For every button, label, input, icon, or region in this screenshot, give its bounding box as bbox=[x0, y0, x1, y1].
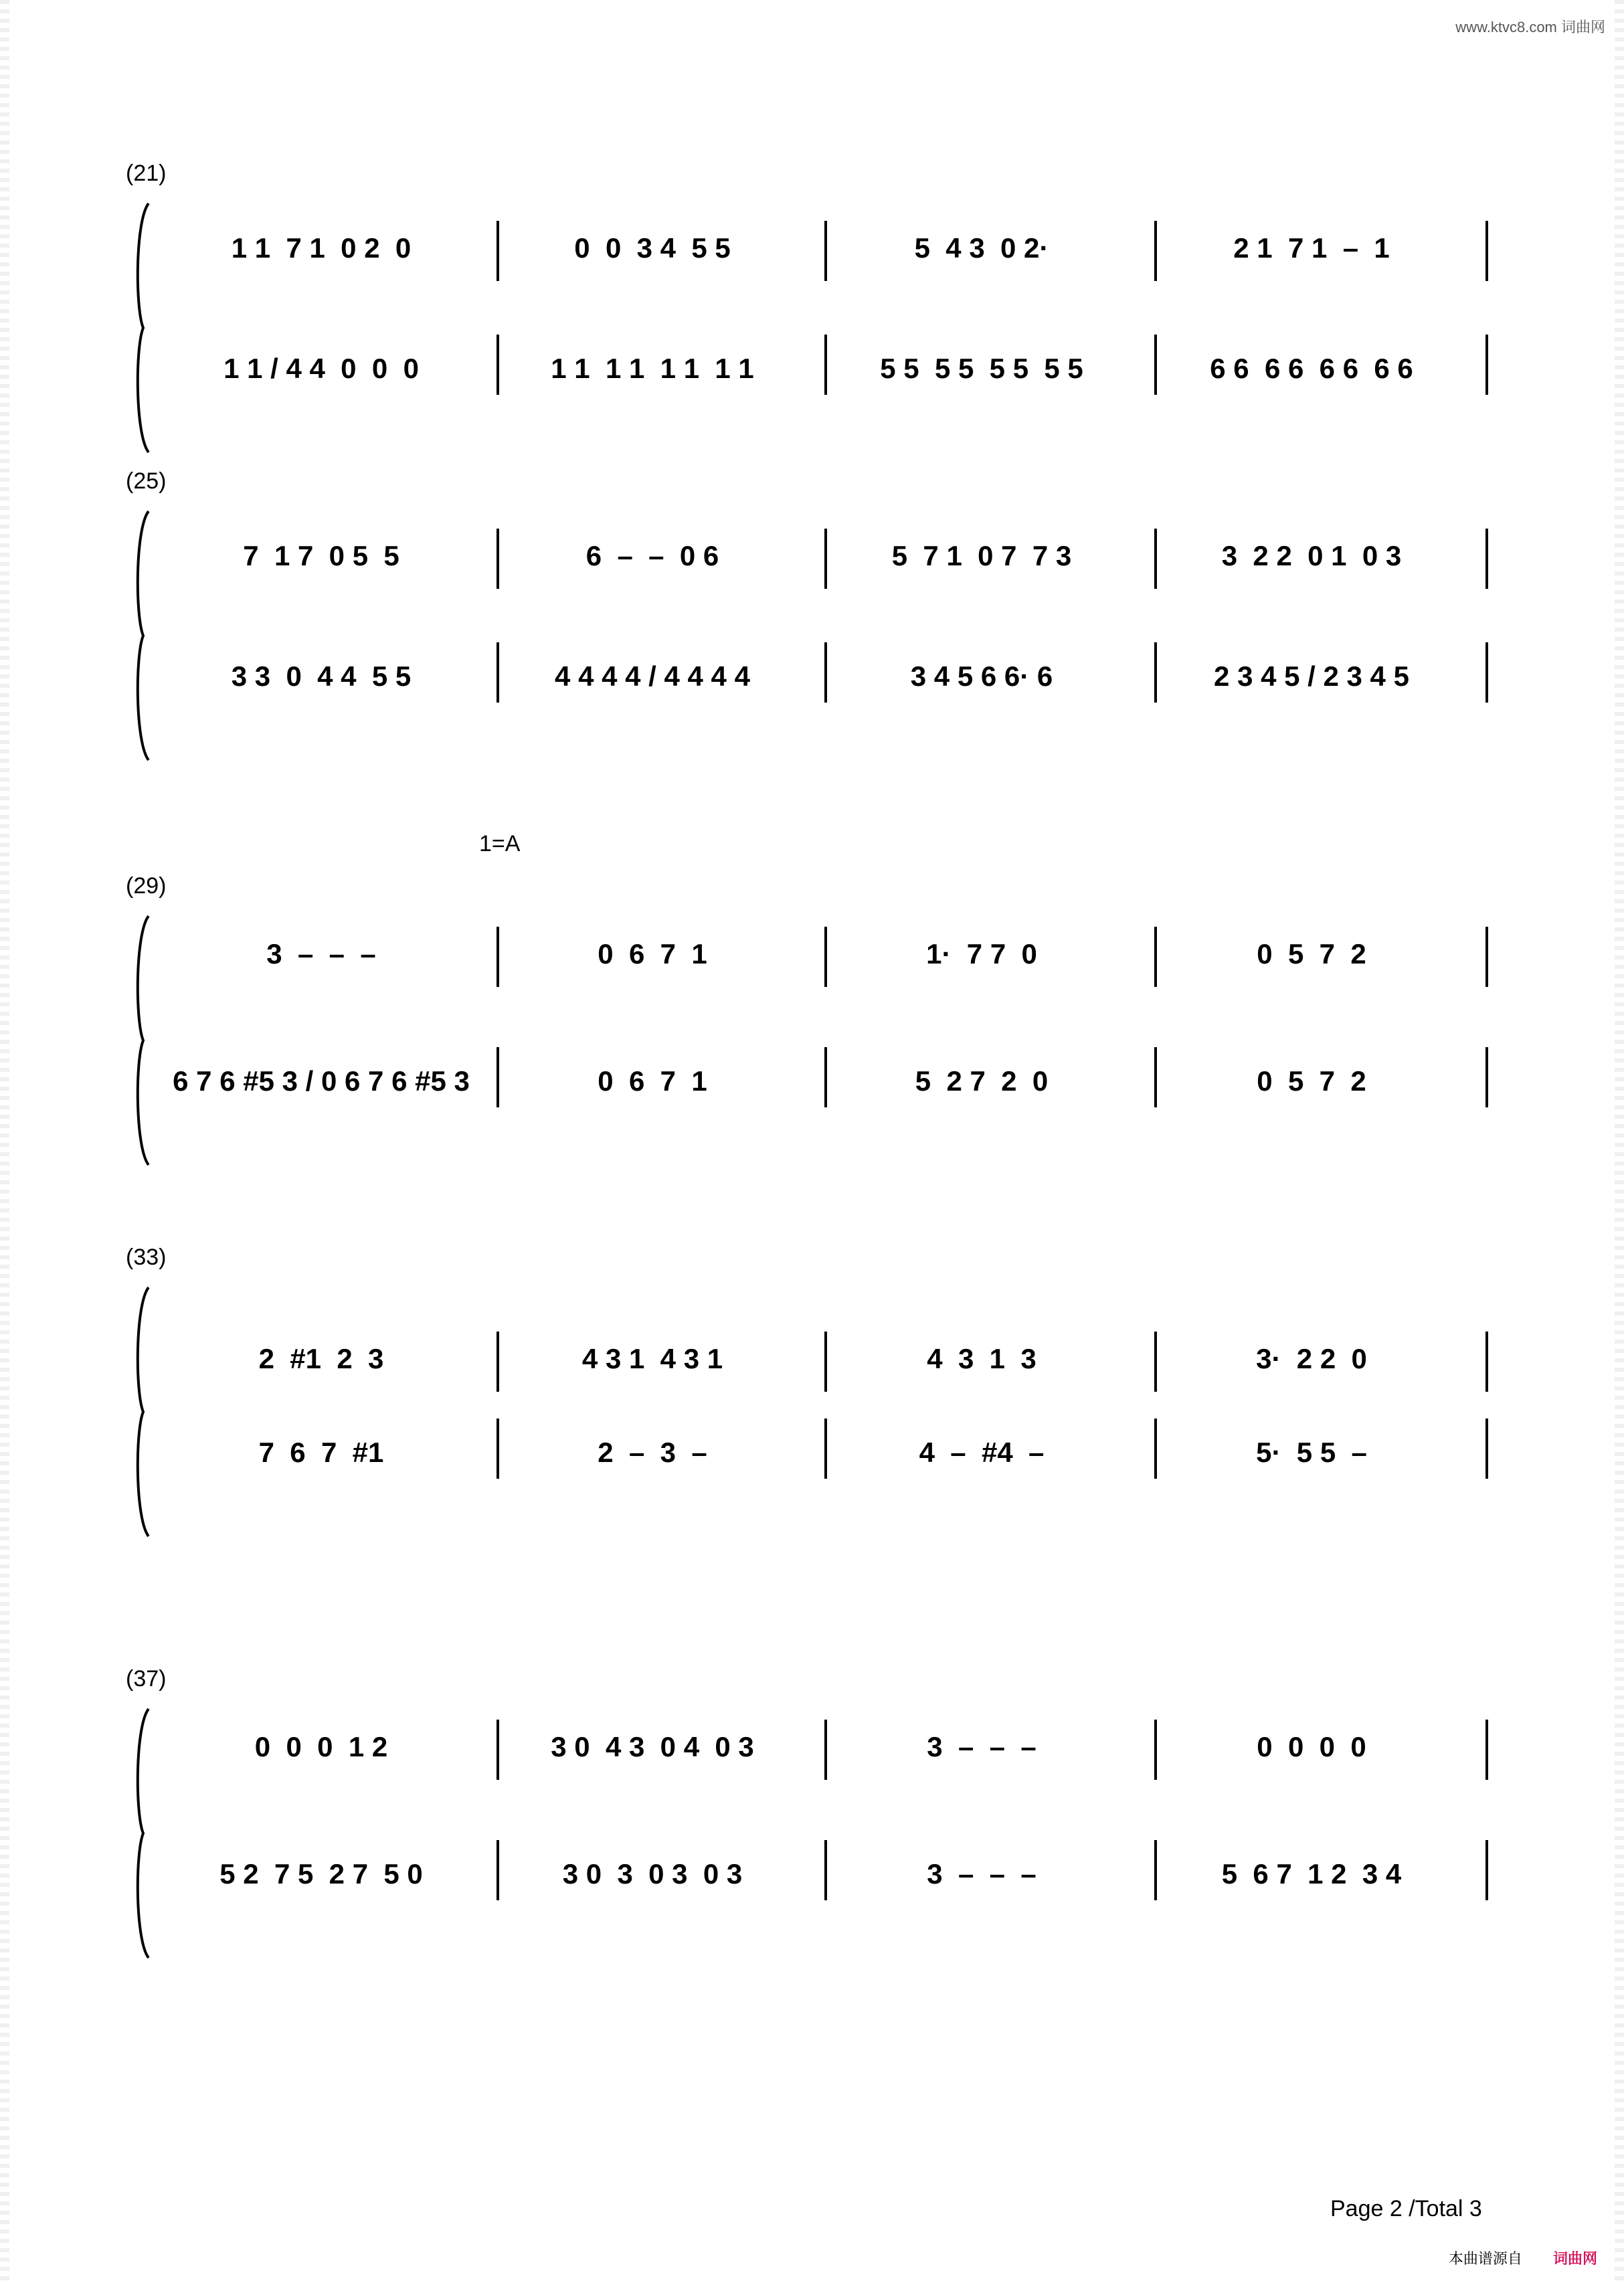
bar-line bbox=[497, 529, 499, 589]
bar-line bbox=[824, 1840, 827, 1900]
bar-line bbox=[1485, 1419, 1488, 1479]
bar-line bbox=[1154, 927, 1157, 987]
bar-line bbox=[824, 1047, 827, 1107]
bottom-staff-measure: 7 6 7 #1 bbox=[258, 1437, 384, 1468]
bottom-staff-measure: 4 – #4 – bbox=[919, 1437, 1045, 1468]
bar-line bbox=[1485, 1720, 1488, 1780]
bar-line bbox=[824, 1419, 827, 1479]
measure-number: (37) bbox=[126, 1666, 167, 1692]
bar-line bbox=[1154, 1419, 1157, 1479]
top-staff-measure: 2 #1 2 3 bbox=[258, 1343, 384, 1374]
bar-line bbox=[497, 1419, 499, 1479]
bar-line bbox=[497, 642, 499, 703]
bar-line bbox=[824, 1332, 827, 1392]
system-brace bbox=[131, 913, 150, 1168]
bottom-staff-measure: 0 5 7 2 bbox=[1257, 1065, 1366, 1097]
bar-line bbox=[497, 335, 499, 395]
system-brace bbox=[131, 201, 150, 455]
measure-number: (25) bbox=[126, 468, 167, 494]
top-staff-measure: 1 1 7 1 0 2 0 bbox=[231, 232, 412, 264]
top-staff-measure: 0 5 7 2 bbox=[1257, 938, 1366, 970]
system-brace bbox=[131, 1706, 150, 1960]
bottom-staff-measure: 6 6 6 6 6 6 6 6 bbox=[1210, 353, 1413, 384]
system-brace bbox=[131, 509, 150, 763]
bottom-staff-measure: 2 – 3 – bbox=[598, 1437, 707, 1468]
bar-line bbox=[1154, 642, 1157, 703]
top-staff-measure: 2 1 7 1 – 1 bbox=[1233, 232, 1390, 264]
footer-watermark bbox=[1449, 2248, 1597, 2268]
top-staff-measure: 3 – – – bbox=[266, 938, 376, 970]
bar-line bbox=[1154, 221, 1157, 281]
bar-line bbox=[824, 1720, 827, 1780]
bottom-staff-measure: 1 1 / 4 4 0 0 0 bbox=[223, 353, 419, 384]
measure-number: (21) bbox=[126, 161, 167, 186]
bottom-staff-measure: 1 1 1 1 1 1 1 1 bbox=[551, 353, 754, 384]
measure-number: (33) bbox=[126, 1245, 167, 1270]
bar-line bbox=[1154, 1047, 1157, 1107]
top-staff-measure: 4 3 1 4 3 1 bbox=[581, 1343, 723, 1374]
bottom-staff-measure: 5 2 7 5 2 7 5 0 bbox=[219, 1858, 423, 1890]
top-staff-measure: 0 6 7 1 bbox=[598, 938, 707, 970]
bottom-staff-measure: 2 3 4 5 / 2 3 4 5 bbox=[1214, 660, 1409, 692]
top-staff-measure: 3· 2 2 0 bbox=[1256, 1343, 1367, 1374]
bar-line bbox=[1154, 529, 1157, 589]
bar-line bbox=[1485, 221, 1488, 281]
bar-line bbox=[824, 335, 827, 395]
top-staff-measure: 6 – – 0 6 bbox=[585, 540, 719, 571]
bar-line bbox=[1485, 1332, 1488, 1392]
bar-line bbox=[824, 927, 827, 987]
top-staff-measure: 0 0 0 1 2 bbox=[254, 1731, 388, 1762]
top-staff-measure: 7 1 7 0 5 5 bbox=[243, 540, 399, 571]
top-staff-measure: 5 4 3 0 2· bbox=[914, 232, 1049, 264]
bottom-staff-measure: 3 4 5 6 6· 6 bbox=[910, 660, 1053, 692]
bottom-staff-measure: 3 0 3 0 3 0 3 bbox=[562, 1858, 743, 1890]
bottom-staff-measure: 5 6 7 1 2 3 4 bbox=[1221, 1858, 1402, 1890]
bottom-staff-measure: 5 5 5 5 5 5 5 5 bbox=[880, 353, 1083, 384]
system-brace bbox=[131, 1285, 150, 1539]
page-indicator: Page 2 /Total 3 bbox=[1330, 2196, 1482, 2221]
bar-line bbox=[497, 927, 499, 987]
bar-line bbox=[1154, 1332, 1157, 1392]
bottom-staff-measure: 3 – – – bbox=[927, 1858, 1036, 1890]
top-staff-measure: 3 2 2 0 1 0 3 bbox=[1221, 540, 1402, 571]
bar-line bbox=[1154, 1840, 1157, 1900]
left-margin-pattern bbox=[0, 0, 9, 2283]
top-staff-measure: 3 – – – bbox=[927, 1731, 1036, 1762]
bar-line bbox=[824, 642, 827, 703]
bar-line bbox=[1485, 642, 1488, 703]
site-watermark: www.ktvc8.com 词曲网 bbox=[1455, 19, 1605, 35]
bar-line bbox=[1154, 1720, 1157, 1780]
bar-line bbox=[497, 1720, 499, 1780]
bottom-staff-measure: 3 3 0 4 4 5 5 bbox=[231, 660, 412, 692]
bottom-staff-measure: 4 4 4 4 / 4 4 4 4 bbox=[555, 660, 750, 692]
top-staff-measure: 3 0 4 3 0 4 0 3 bbox=[551, 1731, 754, 1762]
bottom-staff-measure: 5· 5 5 – bbox=[1256, 1437, 1367, 1468]
site-logo-text: 词曲网 bbox=[1552, 2250, 1597, 2267]
top-staff-measure: 0 0 3 4 5 5 bbox=[574, 232, 731, 264]
bottom-staff-measure: 0 6 7 1 bbox=[598, 1065, 707, 1097]
bar-line bbox=[824, 221, 827, 281]
bar-line bbox=[824, 529, 827, 589]
key-signature-change: 1=A bbox=[479, 831, 521, 856]
bar-line bbox=[1485, 927, 1488, 987]
bar-line bbox=[1485, 1840, 1488, 1900]
bar-line bbox=[1485, 335, 1488, 395]
top-staff-measure: 4 3 1 3 bbox=[927, 1343, 1036, 1374]
bar-line bbox=[1154, 335, 1157, 395]
bar-line bbox=[497, 1840, 499, 1900]
bar-line bbox=[497, 221, 499, 281]
source-label: 本曲谱源自 bbox=[1448, 2250, 1522, 2267]
measure-number: (29) bbox=[126, 873, 167, 899]
top-staff-measure: 0 0 0 0 bbox=[1257, 1731, 1366, 1762]
bar-line bbox=[497, 1332, 499, 1392]
bar-line bbox=[1485, 529, 1488, 589]
bottom-staff-measure: 6 7 6 #5 3 / 0 6 7 6 #5 3 bbox=[173, 1065, 470, 1097]
bottom-staff-measure: 5 2 7 2 0 bbox=[915, 1065, 1049, 1097]
right-margin-pattern bbox=[1615, 0, 1624, 2283]
top-staff-measure: 5 7 1 0 7 7 3 bbox=[891, 540, 1072, 571]
top-staff-measure: 1· 7 7 0 bbox=[926, 938, 1037, 970]
bar-line bbox=[497, 1047, 499, 1107]
bar-line bbox=[1485, 1047, 1488, 1107]
